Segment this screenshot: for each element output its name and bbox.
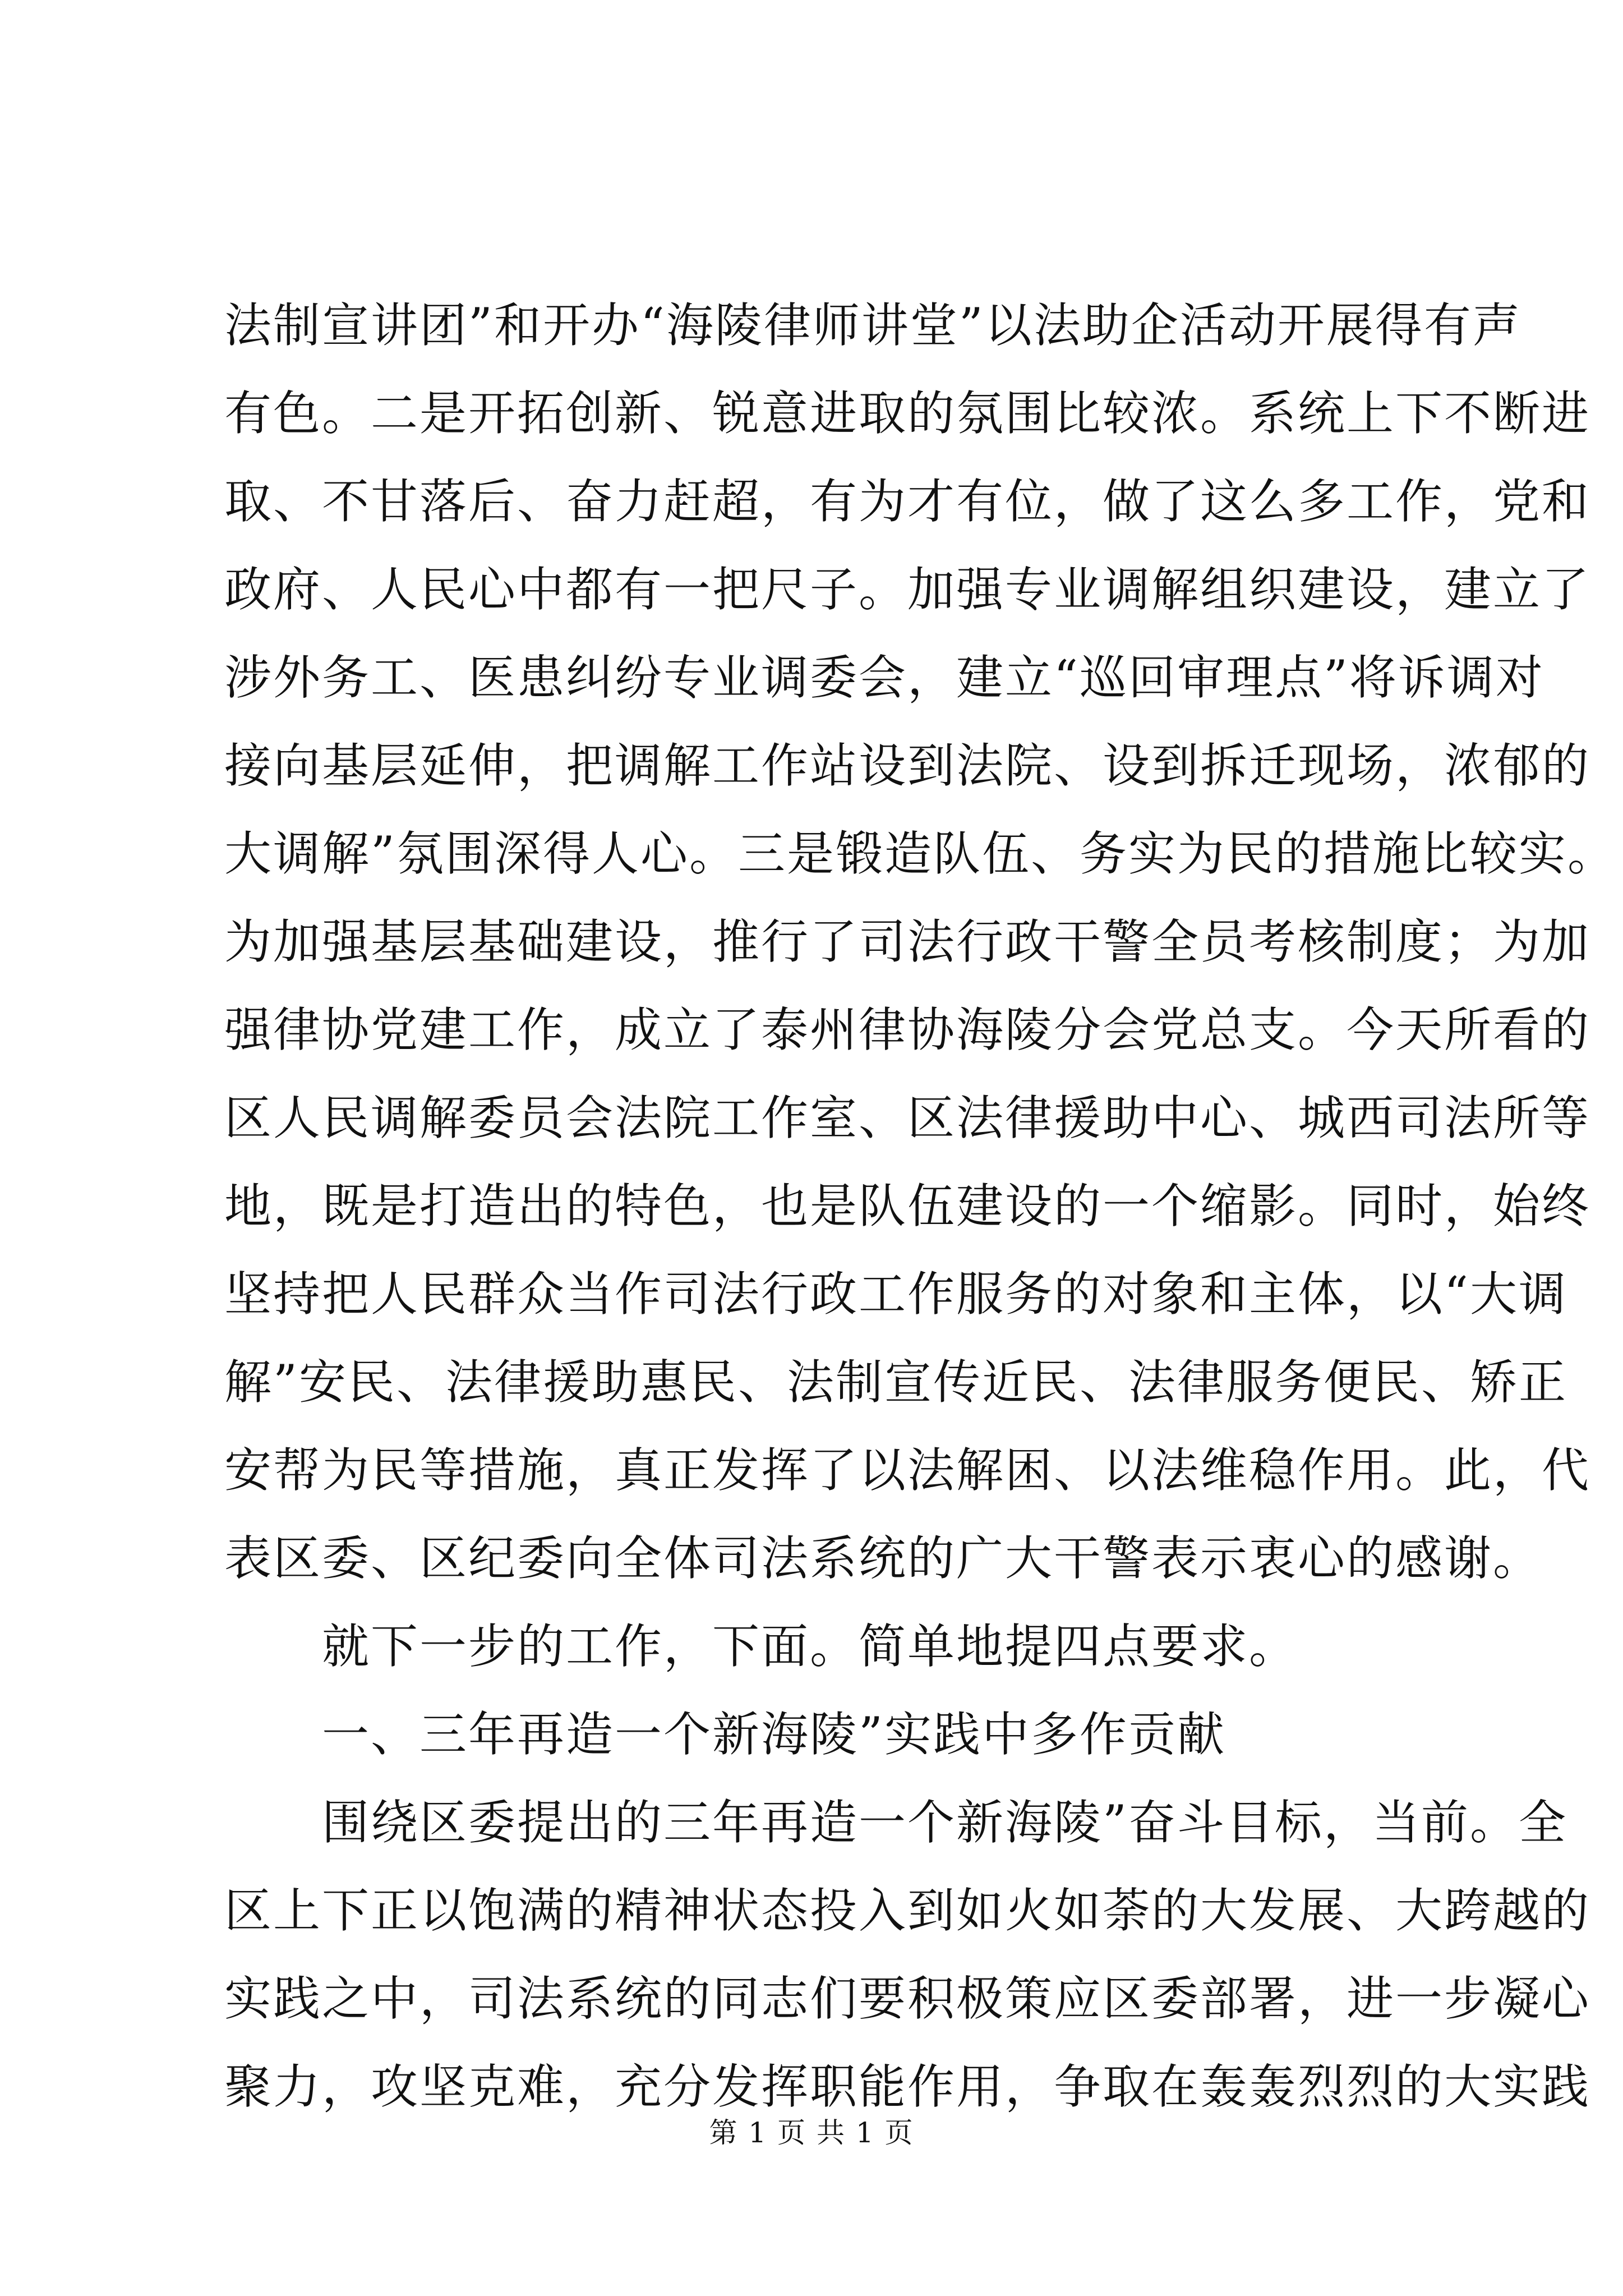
body-line: 表区委、区纪委向全体司法系统的广大干警表示衷心的感谢。 <box>224 1531 1542 1586</box>
body-line: 法制宣讲团”和开办“海陵律师讲堂”以法助企活动开展得有声 <box>224 298 1521 353</box>
body-line: 安帮为民等措施，真正发挥了以法解困、以法维稳作用。此，代 <box>224 1443 1591 1498</box>
body-line: 大调解”氛围深得人心。三是锻造队伍、务实为民的措施比较实。 <box>224 826 1616 881</box>
body-line: 实践之中，司法系统的同志们要积极策应区委部署，进一步凝心 <box>224 1971 1591 2026</box>
body-line: 聚力，攻坚克难，充分发挥职能作用，争取在轰轰烈烈的大实践 <box>224 2059 1591 2114</box>
body-line: 解”安民、法律援助惠民、法制宣传近民、法律服务便民、矫正 <box>224 1355 1567 1410</box>
body-line: 区人民调解委员会法院工作室、区法律援助中心、城西司法所等 <box>224 1091 1591 1145</box>
body-line: 围绕区委提出的三年再造一个新海陵”奋斗目标，当前。全 <box>224 1795 1567 1850</box>
body-line: 取、不甘落后、奋力赶超，有为才有位，做了这么多工作，党和 <box>224 474 1591 529</box>
body-line: 坚持把人民群众当作司法行政工作服务的对象和主体，以“大调 <box>224 1267 1567 1322</box>
section-heading: 一、三年再造一个新海陵”实践中多作贡献 <box>224 1707 1226 1762</box>
body-line: 政府、人民心中都有一把尺子。加强专业调解组织建设，建立了 <box>224 562 1591 617</box>
body-line: 强律协党建工作，成立了泰州律协海陵分会党总支。今天所看的 <box>224 1002 1591 1057</box>
body-line: 涉外务工、医患纠纷专业调委会，建立“巡回审理点”将诉调对 <box>224 650 1544 705</box>
body-line: 就下一步的工作，下面。简单地提四点要求。 <box>224 1619 1298 1674</box>
body-line: 有色。二是开拓创新、锐意进取的氛围比较浓。系统上下不断进 <box>224 386 1591 441</box>
page-number-footer: 第 1 页 共 1 页 <box>709 2116 914 2149</box>
body-line: 区上下正以饱满的精神状态投入到如火如荼的大发展、大跨越的 <box>224 1883 1591 1938</box>
body-line: 接向基层延伸，把调解工作站设到法院、设到拆迁现场，浓郁的 <box>224 738 1591 793</box>
body-line: 为加强基层基础建设，推行了司法行政干警全员考核制度；为加 <box>224 914 1591 969</box>
body-line: 地，既是打造出的特色，也是队伍建设的一个缩影。同时，始终 <box>224 1179 1591 1234</box>
